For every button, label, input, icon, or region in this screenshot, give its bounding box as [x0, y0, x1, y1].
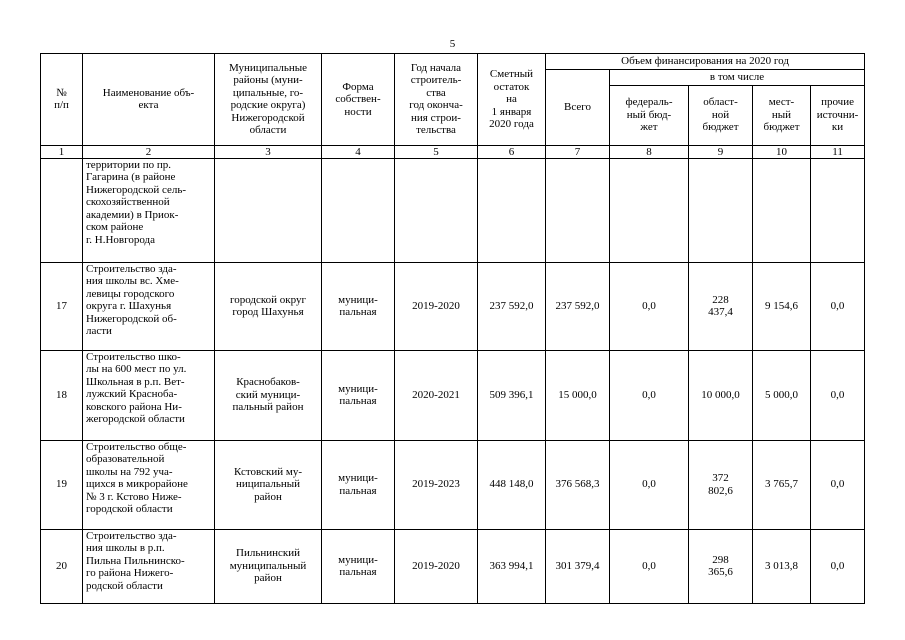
cell-local: 3 765,7: [753, 440, 811, 529]
column-number: 9: [689, 145, 753, 158]
table-row: [41, 262, 865, 350]
cell-federal: 0,0: [610, 529, 689, 603]
column-number: 2: [83, 145, 215, 158]
cell-empty: [395, 158, 478, 262]
page-number: 5: [449, 38, 456, 50]
cell-ownership: муници- пальная: [322, 440, 395, 529]
cell-empty: [322, 158, 395, 262]
header-other-sources: прочие источни- ки: [811, 85, 865, 145]
header-construction-years: Год начала строитель- ства год оконча- ния строи- тельства: [395, 54, 478, 146]
cell-empty: [215, 158, 322, 262]
table-row-continuation: [41, 158, 865, 262]
header-regional-budget: област- ной бюджет: [689, 85, 753, 145]
cell-federal: 0,0: [610, 262, 689, 350]
cell-number: 19: [41, 440, 83, 529]
header-federal-budget: федераль- ный бюд- жет: [610, 85, 689, 145]
cell-other: 0,0: [811, 262, 865, 350]
cell-regional: 228 437,4: [689, 262, 753, 350]
cell-other: 0,0: [811, 529, 865, 603]
cell-federal: 0,0: [610, 350, 689, 440]
cell-empty: [546, 158, 610, 262]
table-row: [41, 440, 865, 529]
cell-years: 2020-2021: [395, 350, 478, 440]
cell-district: Кстовский му- ниципальный район: [215, 440, 322, 529]
cell-regional: 298 365,6: [689, 529, 753, 603]
cell-district: Пильнинский муниципальный район: [215, 529, 322, 603]
cell-total: 15 000,0: [546, 350, 610, 440]
cell-years: 2019-2020: [395, 529, 478, 603]
table-row: [41, 350, 865, 440]
cell-empty: [478, 158, 546, 262]
column-number: 1: [41, 145, 83, 158]
cell-other: 0,0: [811, 350, 865, 440]
header-including: в том числе: [610, 70, 865, 86]
cell-estimate: 237 592,0: [478, 262, 546, 350]
cell-estimate: 509 396,1: [478, 350, 546, 440]
column-number: 8: [610, 145, 689, 158]
cell-number: 20: [41, 529, 83, 603]
cell-total: 237 592,0: [546, 262, 610, 350]
column-number: 6: [478, 145, 546, 158]
financing-table: [40, 53, 865, 604]
column-number: 7: [546, 145, 610, 158]
header-funding-volume: Объем финансирования на 2020 год: [546, 54, 865, 70]
cell-number: 18: [41, 350, 83, 440]
cell-other: 0,0: [811, 440, 865, 529]
cell-total: 376 568,3: [546, 440, 610, 529]
cell-regional: 372 802,6: [689, 440, 753, 529]
cell-total: 301 379,4: [546, 529, 610, 603]
cell-estimate: 363 994,1: [478, 529, 546, 603]
cell-empty: [811, 158, 865, 262]
cell-regional: 10 000,0: [689, 350, 753, 440]
cell-district: Краснобаков- ский муници- пальный район: [215, 350, 322, 440]
column-number-row: [41, 145, 865, 158]
cell-years: 2019-2020: [395, 262, 478, 350]
column-number: 10: [753, 145, 811, 158]
cell-years: 2019-2023: [395, 440, 478, 529]
column-number: 5: [395, 145, 478, 158]
cell-local: 3 013,8: [753, 529, 811, 603]
cell-object-name: территории по пр. Гагарина (в районе Нижегородской сель- скохозяйственной академии) в Приок- ском районе г. Н.Новгорода: [83, 158, 215, 262]
cell-number: 17: [41, 262, 83, 350]
header-object-name: Наименование объ- екта: [83, 54, 215, 146]
cell-object-name: Строительство шко- лы на 600 мест по ул. Школьная в р.п. Вет- лужский Краснoба- ковского района Ни- жегородской области: [83, 350, 215, 440]
header-estimate-balance: Сметный остаток на 1 января 2020 года: [478, 54, 546, 146]
cell-ownership: муници- пальная: [322, 262, 395, 350]
header-ownership: Форма собствен- ности: [322, 54, 395, 146]
cell-district: городской округ город Шахунья: [215, 262, 322, 350]
cell-object-name: Строительство обще- образовательной школы на 792 уча- щихся в микрорайоне № 3 г. Кстово Ниже- городской области: [83, 440, 215, 529]
cell-ownership: муници- пальная: [322, 529, 395, 603]
header-local-budget: мест- ный бюджет: [753, 85, 811, 145]
cell-empty: [753, 158, 811, 262]
cell-local: 5 000,0: [753, 350, 811, 440]
cell-empty: [610, 158, 689, 262]
cell-estimate: 448 148,0: [478, 440, 546, 529]
column-number: 3: [215, 145, 322, 158]
cell-object-name: Строительство зда- ния школы в р.п. Пильна Пильнинско- го района Нижего- родской области: [83, 529, 215, 603]
column-number: 11: [811, 145, 865, 158]
header-district: Муниципальные районы (муни- ципальные, го- родские округа) Нижегородской области: [215, 54, 322, 146]
cell-empty: [41, 158, 83, 262]
cell-federal: 0,0: [610, 440, 689, 529]
header-number: № п/п: [41, 54, 83, 146]
cell-object-name: Строительство зда- ния школы вс. Хме- левицы городского округа г. Шахунья Нижегородской об- ласти: [83, 262, 215, 350]
table-row: [41, 529, 865, 603]
column-number: 4: [322, 145, 395, 158]
cell-ownership: муници- пальная: [322, 350, 395, 440]
cell-empty: [689, 158, 753, 262]
cell-local: 9 154,6: [753, 262, 811, 350]
header-total: Всего: [546, 70, 610, 146]
